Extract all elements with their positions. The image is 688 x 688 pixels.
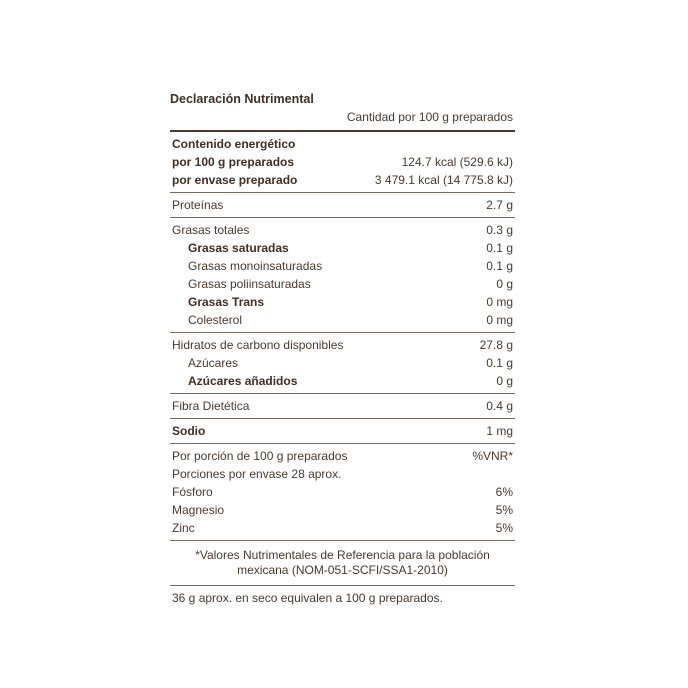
added-sugars-row <box>170 372 515 390</box>
panel-subtitle: Cantidad por 100 g preparados <box>346 110 513 124</box>
fats-total-label: Grasas totales <box>172 223 250 237</box>
fats-saturated-value: 0.1 g <box>486 241 513 255</box>
vnr-footnote-line1: *Valores Nutrimentales de Referencia para la población <box>195 548 490 562</box>
vnr-footnote <box>170 544 515 582</box>
fats-total-value: 0.3 g <box>486 223 513 237</box>
energy-heading: Contenido energético <box>172 137 296 151</box>
mineral-row-zinc <box>170 519 515 537</box>
fiber-row <box>170 397 515 415</box>
energy-per-100g-label: por 100 g preparados <box>172 155 295 169</box>
energy-per-package-value: 3 479.1 kcal (14 775.8 kJ) <box>374 173 513 187</box>
fats-trans-value: 0 mg <box>486 295 513 309</box>
carbs-total-label: Hidratos de carbono disponibles <box>172 338 344 352</box>
divider <box>170 393 515 394</box>
fats-poly-label: Grasas poliinsaturadas <box>188 277 311 291</box>
preparation-note: 36 g aprox. en seco equivalen a 100 g preparados. <box>172 591 443 605</box>
fats-poly-row <box>170 275 515 293</box>
fiber-label: Fibra Dietética <box>172 399 250 413</box>
divider <box>170 540 515 541</box>
fats-saturated-label: Grasas saturadas <box>188 241 289 255</box>
fats-saturated-row <box>170 239 515 257</box>
mineral-value: 6% <box>495 485 513 499</box>
nutrition-facts-panel <box>170 90 515 607</box>
mineral-label: Fósforo <box>172 485 213 499</box>
mineral-value: 5% <box>495 503 513 517</box>
proteins-label: Proteínas <box>172 198 224 212</box>
proteins-row <box>170 196 515 214</box>
divider <box>170 332 515 333</box>
sodium-value: 1 mg <box>486 424 513 438</box>
fiber-value: 0.4 g <box>486 399 513 413</box>
mineral-row-magnesium <box>170 501 515 519</box>
cholesterol-row <box>170 311 515 329</box>
added-sugars-value: 0 g <box>496 374 513 388</box>
divider-thick <box>170 130 515 132</box>
proteins-value: 2.7 g <box>486 198 513 212</box>
energy-heading-row <box>170 135 515 153</box>
mineral-label: Zinc <box>172 521 195 535</box>
sodium-row <box>170 422 515 440</box>
fats-mono-label: Grasas monoinsaturadas <box>188 259 323 273</box>
sodium-label: Sodio <box>172 424 206 438</box>
divider <box>170 192 515 193</box>
fats-total-row <box>170 221 515 239</box>
energy-per-package-row <box>170 171 515 189</box>
carbs-total-value: 27.8 g <box>479 338 513 352</box>
energy-per-package-label: por envase preparado <box>172 173 298 187</box>
vnr-footnote-line2: mexicana (NOM-051-SCFI/SSA1-2010) <box>237 563 448 577</box>
divider <box>170 585 515 586</box>
fats-trans-row <box>170 293 515 311</box>
portions-row <box>170 465 515 483</box>
divider <box>170 217 515 218</box>
mineral-label: Magnesio <box>172 503 225 517</box>
carbs-total-row <box>170 336 515 354</box>
fats-poly-value: 0 g <box>496 277 513 291</box>
divider <box>170 443 515 444</box>
mineral-value: 5% <box>495 521 513 535</box>
portion-label: Por porción de 100 g preparados <box>172 449 348 463</box>
panel-title: Declaración Nutrimental <box>170 92 314 106</box>
cholesterol-value: 0 mg <box>486 313 513 327</box>
divider <box>170 418 515 419</box>
cholesterol-label: Colesterol <box>188 313 243 327</box>
energy-per-100g-value: 124.7 kcal (529.6 kJ) <box>401 155 513 169</box>
fats-mono-row <box>170 257 515 275</box>
vnr-header: %VNR* <box>472 449 513 463</box>
portions-label: Porciones por envase 28 aprox. <box>172 467 342 481</box>
energy-per-100g-row <box>170 153 515 171</box>
sugars-value: 0.1 g <box>486 356 513 370</box>
sugars-row <box>170 354 515 372</box>
added-sugars-label: Azúcares añadidos <box>188 374 298 388</box>
sugars-label: Azúcares <box>188 356 239 370</box>
fats-trans-label: Grasas Trans <box>188 295 265 309</box>
fats-mono-value: 0.1 g <box>486 259 513 273</box>
mineral-row-phosphorus <box>170 483 515 501</box>
portion-header-row <box>170 447 515 465</box>
